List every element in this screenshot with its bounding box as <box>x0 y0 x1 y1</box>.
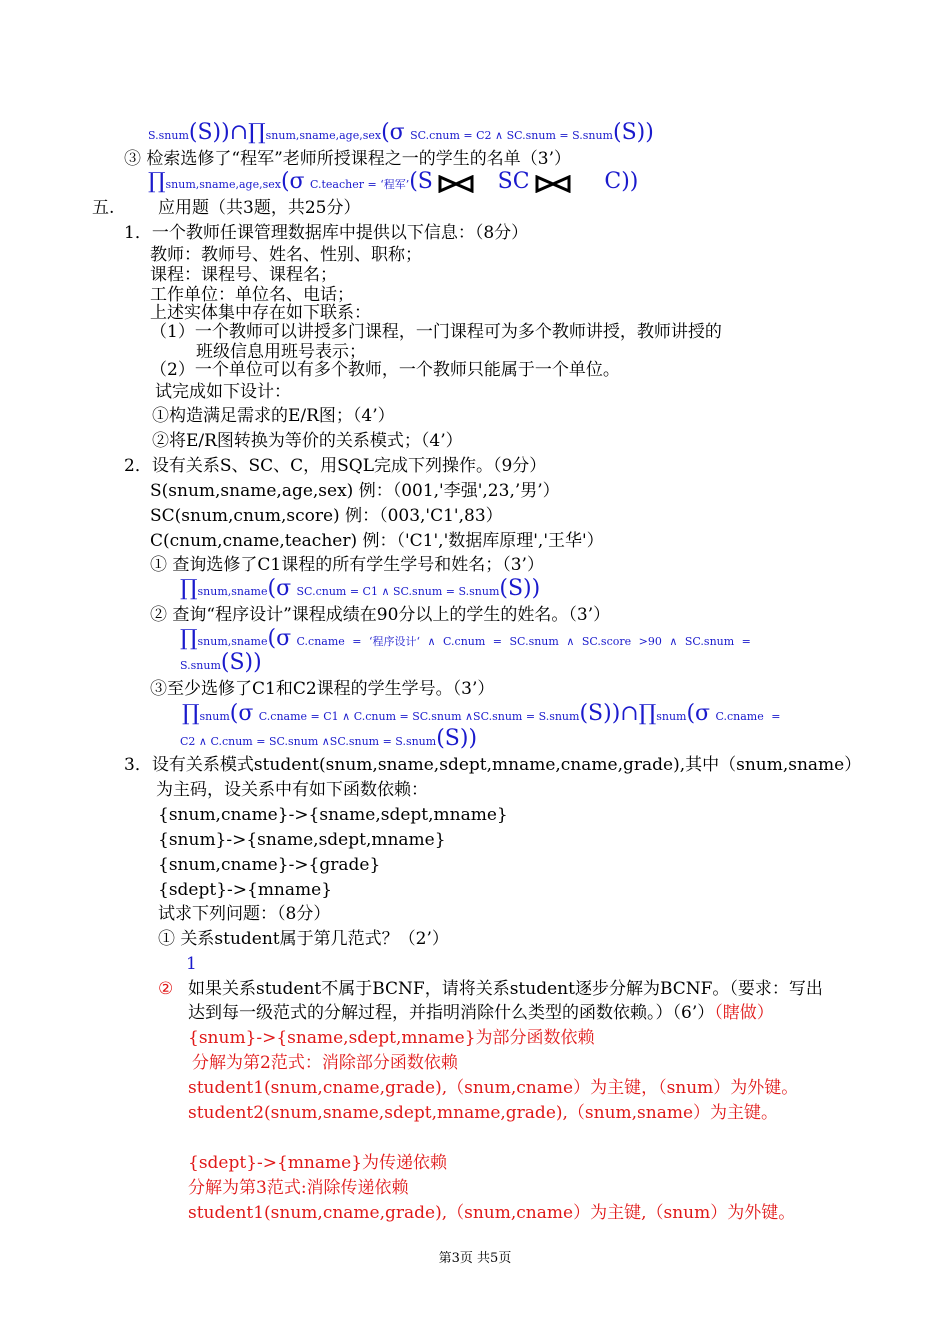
text-line: ①构造满足需求的E/R图；（4’） <box>152 406 395 426</box>
question-3-title: 3．设有关系模式student(snum,sname,sdept,mname,cname,grade),其中（snum,sname） <box>124 755 862 775</box>
question-1-title: 1．一个教师任课管理数据库中提供以下信息：（8分） <box>124 223 529 243</box>
sub-question: ① 查询选修了C1课程的所有学生学号和姓名；（3’） <box>150 555 544 575</box>
answer-line: {sdept}->{mname}为传递依赖 <box>188 1153 448 1173</box>
page-footer: 第3页 共5页 <box>438 1251 512 1266</box>
section-number: 五. <box>92 198 115 218</box>
relation-schema-sc: SC(snum,cnum,score) 例：（003,'C1',83） <box>150 506 503 526</box>
answer-text: 1 <box>186 954 197 974</box>
question-2-title: 2．设有关系S、SC、C，用SQL完成下列操作。（9分） <box>124 456 547 476</box>
relation-schema-c: C(cnum,cname,teacher) 例：（'C1','数据库原理','王华'） <box>150 531 604 551</box>
sub-question: ② 查询“程序设计”课程成绩在90分以上的学生的姓名。（3’） <box>150 605 611 625</box>
relational-expression-line: C2 ∧ C.cnum = SC.snum ∧SC.snum = S.snum(S)) <box>180 726 478 751</box>
text-line: （1）一个教师可以讲授多门课程，一门课程可为多个教师讲授，教师讲授的 <box>150 322 722 342</box>
natural-join-icon <box>535 175 571 193</box>
relation-schema-s: S(snum,sname,age,sex) 例：（001,'李强',23,’男’） <box>150 481 560 501</box>
answer-line: 分解为第2范式：消除部分函数依赖 <box>192 1053 458 1073</box>
relational-expression-line: S.snum(S))∩∏snum,sname,age,sex(σ SC.cnum = C2 ∧ SC.snum = S.snum(S)) <box>148 120 654 145</box>
functional-dependency: {sdept}->{mname} <box>158 880 333 900</box>
text-line: 试求下列问题：（8分） <box>158 904 331 924</box>
answer-line: student1(snum,cname,grade),（snum,cname）为主键,（snum）为外键。 <box>188 1203 796 1223</box>
sub-question: ③至少选修了C1和C2课程的学生学号。（3’） <box>150 679 495 699</box>
text-line: 上述实体集中存在如下联系： <box>150 303 371 323</box>
text-line: 课程：课程号、课程名； <box>150 265 337 285</box>
functional-dependency: {snum}->{sname,sdept,mname} <box>158 830 446 850</box>
text-line: 班级信息用班号表示； <box>196 342 366 362</box>
natural-join-icon <box>438 175 474 193</box>
answer-line: student2(snum,sname,sdept,mname,grade),（snum,sname）为主键。 <box>188 1103 779 1123</box>
sub-question-number: ② <box>158 979 174 999</box>
sub-question: 达到每一级范式的分解过程，并指明消除什么类型的函数依赖。）（6’）（瞎做） <box>188 1003 774 1023</box>
sub-question: 如果关系student不属于BCNF，请将关系student逐步分解为BCNF。（要求：写出 <box>188 979 823 999</box>
answer-line: 分解为第3范式:消除传递依赖 <box>188 1178 409 1198</box>
text-line: 为主码，设关系中有如下函数依赖： <box>156 780 428 800</box>
note-label: （瞎做） <box>714 1003 774 1023</box>
relational-expression-line: ∏snum(σ C.cname = C1 ∧ C.cnum = SC.snum ∧SC.snum = S.snum(S))∩∏snum(σ C.cname = <box>182 701 781 726</box>
text-line: ②将E/R图转换为等价的关系模式；（4’） <box>152 431 463 451</box>
answer-line: {snum}->{sname,sdept,mname}为部分函数依赖 <box>188 1028 595 1048</box>
relational-expression-line: S.snum(S)) <box>180 650 262 675</box>
text-line: 工作单位：单位名、电话； <box>150 285 354 305</box>
text-line: 试完成如下设计： <box>155 382 291 402</box>
relational-expression-line: ∏snum,sname,age,sex(σ C.teacher = ‘程军’(S SC C)) <box>148 169 639 194</box>
section-title: 应用题（共3题，共25分） <box>158 198 361 218</box>
text-line: 教师：教师号、姓名、性别、职称； <box>150 245 422 265</box>
relational-expression-line: ∏snum,sname(σ SC.cnum = C1 ∧ SC.snum = S.snum(S)) <box>180 576 541 601</box>
answer-line: student1(snum,cname,grade),（snum,cname）为主键，（snum）为外键。 <box>188 1078 799 1098</box>
functional-dependency: {snum,cname}->{sname,sdept,mname} <box>158 805 508 825</box>
text-line: （2）一个单位可以有多个教师，一个教师只能属于一个单位。 <box>150 360 620 380</box>
relational-expression-line: ∏snum,sname(σ C.cname = ‘程序设计‘ ∧ C.cnum = SC.snum ∧ SC.score >90 ∧ SC.snum = <box>180 626 751 651</box>
sub-question: ① 关系student属于第几范式？（2’） <box>158 929 449 949</box>
functional-dependency: {snum,cname}->{grade} <box>158 855 381 875</box>
question-item-3: ③ 检索选修了“程军”老师所授课程之一的学生的名单（3’） <box>124 149 572 169</box>
